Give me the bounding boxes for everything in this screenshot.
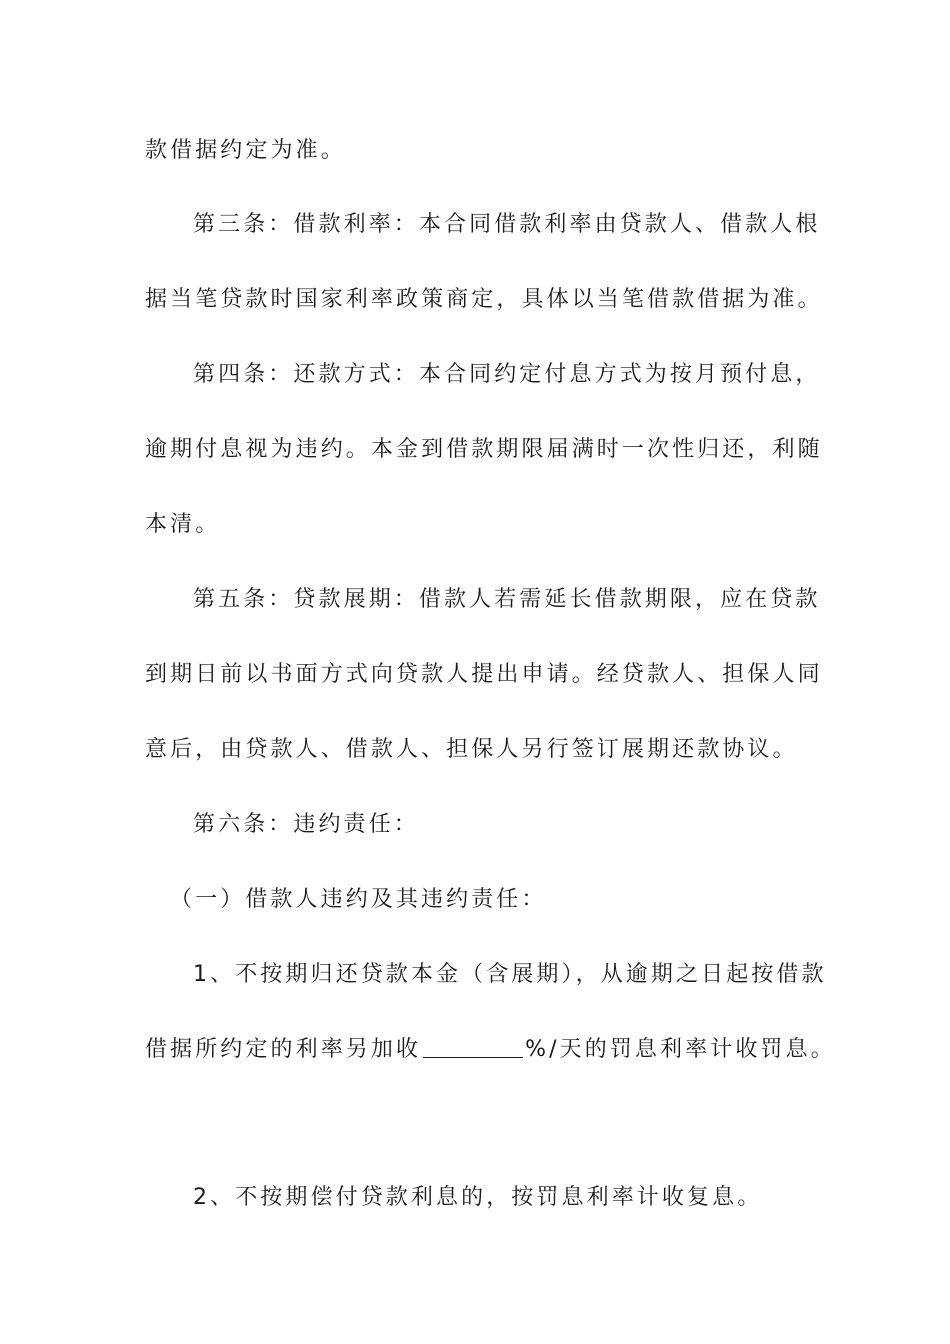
item-1-line-1: 1、不按期归还贷款本金（含展期），从逾期之日起按借款 — [193, 962, 827, 987]
article-4-line-2: 逾期付息视为违约。本金到借款期限届满时一次性归还，利随 — [145, 437, 823, 462]
penalty-text-after: %/天的罚息利率计收罚息。 — [525, 1037, 836, 1062]
article-5-heading-line: 第五条：贷款展期：借款人若需延长借款期限，应在贷款 — [193, 587, 821, 612]
article-3-line-2: 据当笔贷款时国家利率政策商定，具体以当笔借款借据为准。 — [145, 287, 823, 312]
article-6-heading: 第六条：违约责任： — [193, 812, 419, 837]
penalty-rate-blank[interactable] — [423, 1037, 523, 1058]
item-2-line: 2、不按期偿付贷款利息的，按罚息利率计收复息。 — [193, 1185, 763, 1210]
article-4-heading-line: 第四条：还款方式：本合同约定付息方式为按月预付息， — [193, 362, 821, 387]
penalty-text-before: 借据所约定的利率另加收 — [145, 1037, 422, 1062]
text-line-1: 款借据约定为准。 — [145, 138, 346, 163]
section-1-heading: （一）借款人违约及其违约责任： — [170, 887, 547, 912]
article-4-line-3: 本清。 — [145, 512, 221, 537]
article-5-line-3: 意后，由贷款人、借款人、担保人另行签订展期还款协议。 — [145, 737, 798, 762]
article-3-heading-line: 第三条：借款利率：本合同借款利率由贷款人、借款人根 — [193, 212, 821, 237]
article-5-line-2: 到期日前以书面方式向贷款人提出申请。经贷款人、担保人同 — [145, 662, 823, 687]
item-1-line-2 — [145, 1035, 836, 1065]
